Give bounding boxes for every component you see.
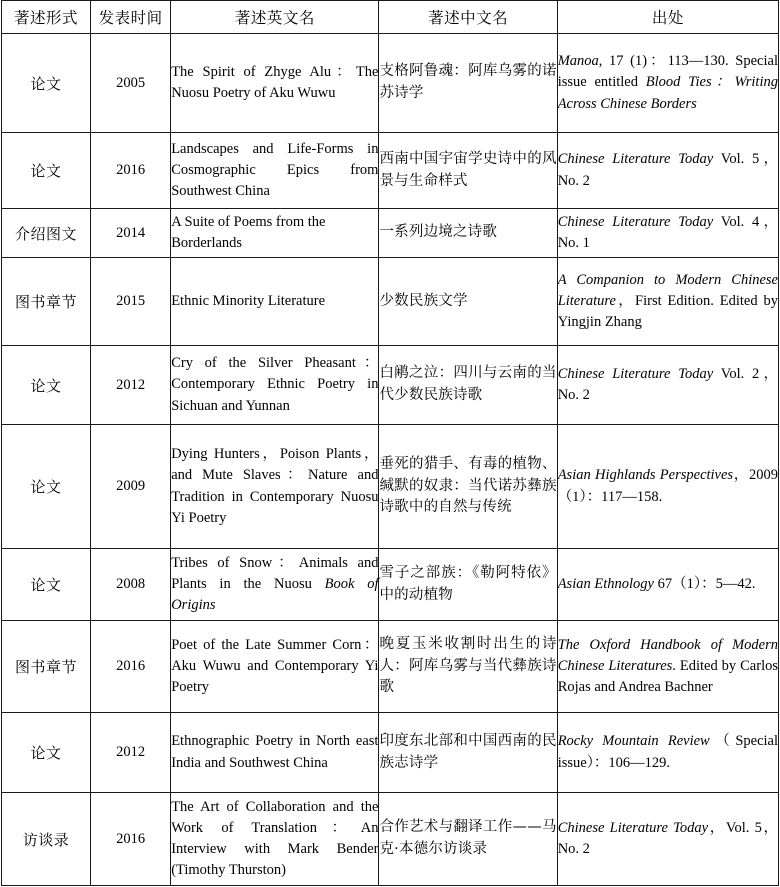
plain-text: , 17 (1)：113—130. Special issue entitled [557,53,778,91]
italic-text: Chinese Literature Today [557,819,709,836]
cell-publication-year: 2009 [91,425,171,549]
italic-text: Chinese Literature Today [557,213,714,230]
cell-title-chinese: 白鹇之泣：四川与云南的当代少数民族诗歌 [379,346,557,425]
cell-title-english: The Spirit of Zhyge Alu：The Nuosu Poetry of Aku Wuwu [171,34,379,133]
cell-source [557,34,778,133]
cell-publication-year: 2012 [91,346,171,425]
plain-text: ，First Edition. Edited by Yingjin Zhang [557,292,778,330]
cell-publication-form: 论文 [2,34,91,133]
cell-publication-year: 2016 [91,793,171,886]
cell-publication-form: 图书章节 [2,258,91,346]
plain-text: Vol. 5，No. 2 [557,151,778,189]
cell-publication-form: 论文 [2,549,91,621]
cell-publication-year: 2014 [91,209,171,258]
cell-source [557,713,778,793]
cell-publication-form: 论文 [2,713,91,793]
cell-publication-year: 2015 [91,258,171,346]
plain-text: ，2009（1）：117—158. [557,467,778,505]
table-row [2,258,779,346]
cell-title-english: A Suite of Poems from the Borderlands [171,209,379,258]
plain-text: ，Vol. 5，No. 2 [557,819,779,857]
cell-source [557,133,778,209]
column-header-form: 著述形式 [2,1,91,34]
table-row [2,425,779,549]
column-header-year: 发表时间 [91,1,171,34]
cell-title-english: Ethnic Minority Literature [171,258,379,346]
cell-source [557,793,778,886]
table-row [2,209,779,258]
plain-text: Tribes of Snow：Animals and Plants in the Nuosu [171,554,379,592]
cell-title-english [171,549,379,621]
plain-text: （Special issue）：106—129. [557,733,778,771]
column-header-title-zh: 著述中文名 [379,1,557,34]
cell-title-chinese: 合作艺术与翻译工作——马克·本德尔访谈录 [379,793,557,886]
table-row [2,133,779,209]
cell-source [557,258,778,346]
plain-text: Vol. 2，No. 2 [557,365,778,403]
cell-publication-year: 2012 [91,713,171,793]
italic-text: Blood Ties：Writing Across Chinese Borders [557,74,778,112]
cell-title-english: The Art of Collaboration and the Work of Translation：An Interview with Mark Bender (Timothy Thurston) [171,793,379,886]
cell-title-english: Cry of the Silver Pheasant：Contemporary Ethnic Poetry in Sichuan and Yunnan [171,346,379,425]
table-header-row [2,1,779,34]
cell-title-chinese: 一系列边境之诗歌 [379,209,557,258]
italic-text: Asian Ethnology [557,575,654,592]
cell-title-chinese: 晚夏玉米收割时出生的诗人：阿库乌雾与当代彝族诗歌 [379,621,557,713]
italic-text: Chinese Literature Today [557,365,714,382]
publication-list-table [1,0,779,886]
cell-title-chinese: 垂死的猎手、有毒的植物、缄默的奴隶：当代诺苏彝族诗歌中的自然与传统 [379,425,557,549]
cell-source [557,209,778,258]
italic-text: Chinese Literature Today [557,151,714,168]
cell-title-chinese: 支格阿鲁魂：阿库乌雾的诺苏诗学 [379,34,557,133]
column-header-title-en: 著述英文名 [171,1,379,34]
table-row [2,34,779,133]
plain-text: Vol. 4，No. 1 [557,213,778,251]
italic-text: Book of Origins [171,575,379,613]
italic-text: Manoa [557,53,599,70]
italic-text: A Companion to Modern Chinese Literature [557,271,778,309]
cell-title-chinese: 西南中国宇宙学史诗中的风景与生命样式 [379,133,557,209]
table-header [2,1,779,34]
table-row [2,549,779,621]
cell-source [557,425,778,549]
table-row [2,346,779,425]
cell-publication-form: 论文 [2,425,91,549]
cell-source [557,549,778,621]
plain-text: . Edited by Carlos Rojas and Andrea Bachner [557,657,778,695]
cell-source [557,621,778,713]
cell-publication-year: 2008 [91,549,171,621]
table-row [2,713,779,793]
column-header-source: 出处 [557,1,778,34]
cell-title-english: Ethnographic Poetry in North east India and Southwest China [171,713,379,793]
plain-text: 67（1）：5—42. [653,575,756,592]
table-body [2,34,779,886]
cell-title-chinese: 印度东北部和中国西南的民族志诗学 [379,713,557,793]
cell-publication-form: 论文 [2,133,91,209]
cell-source [557,346,778,425]
cell-publication-year: 2005 [91,34,171,133]
cell-publication-form: 论文 [2,346,91,425]
cell-publication-form: 访谈录 [2,793,91,886]
cell-title-chinese: 少数民族文学 [379,258,557,346]
table-row [2,621,779,713]
table-row [2,793,779,886]
cell-publication-year: 2016 [91,621,171,713]
cell-title-english: Landscapes and Life-Forms in Cosmographic Epics from Southwest China [171,133,379,209]
cell-title-english: Poet of the Late Summer Corn：Aku Wuwu and Contemporary Yi Poetry [171,621,379,713]
cell-publication-form: 介绍图文 [2,209,91,258]
cell-title-english: Dying Hunters，Poison Plants，and Mute Slaves：Nature and Tradition in Contemporary Nuosu Yi Poetry [171,425,379,549]
cell-title-chinese: 雪子之部族：《勒阿特依》中的动植物 [379,549,557,621]
cell-publication-form: 图书章节 [2,621,91,713]
italic-text: Rocky Mountain Review [557,733,710,750]
italic-text: Asian Highlands Perspectives [557,467,734,484]
cell-publication-year: 2016 [91,133,171,209]
italic-text: The Oxford Handbook of Modern Chinese Literatures [557,636,778,674]
